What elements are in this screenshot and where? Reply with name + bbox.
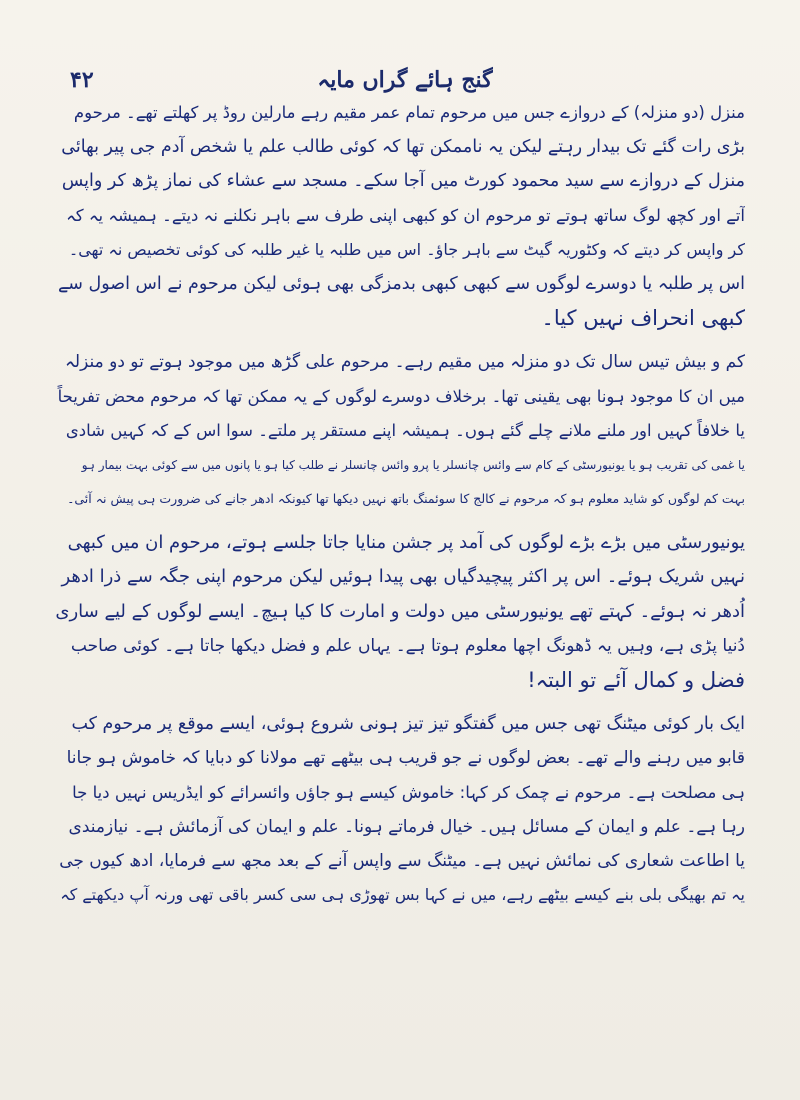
text-line: فضل و کمال آئے تو البتہ! — [527, 668, 745, 692]
paragraph — [55, 96, 745, 335]
page-header — [70, 60, 740, 100]
text-line: اُدھر نہ ہوئے۔ کہتے تھے یونیورسٹی میں دولت و امارت کا کیا ہیچ۔ ایسے لوگوں کے لیے ساری — [55, 600, 745, 622]
page-number: ۴۲ — [70, 67, 94, 93]
text-line: یا غمی کی تقریب ہو یا یونیورسٹی کے کام سے وائس چانسلر یا پرو وائس چانسلر نے طلب کیا ہو یا پانوں میں سے کوئی بہت بیمار ہو — [81, 457, 745, 472]
paragraph — [55, 345, 745, 516]
paragraph — [55, 707, 745, 912]
text-line: آتے اور کچھ لوگ ساتھ ہوتے تو مرحوم ان کو کبھی اپنی طرف سے باہر نکلنے نہ دیتے۔ ہمیشہ یہ کہ — [66, 205, 745, 225]
text-line: یا اطاعت شعاری کی نمائش نہیں ہے۔ میٹنگ سے واپس آنے کے بعد مجھ سے فرمایا، ادھ کیوں جی — [59, 850, 745, 871]
text-line: یا خلافاً کہیں اور ملنے ملانے چلے گئے ہوں۔ ہمیشہ اپنے مستقر پر ملتے۔ سوا اس کے کہ کہیں شادی — [65, 420, 745, 440]
text-line: منزل (دو منزلہ) کے دروازے جس میں مرحوم تمام عمر مقیم رہے مارلین روڈ پر کھلتے تھے۔ مرحوم — [73, 103, 745, 122]
text-line: قابو میں رہنے والے تھے۔ بعض لوگوں نے جو قریب ہی بیٹھے تھے مولانا کو دبایا کہ خاموش ہو جانا — [66, 748, 745, 769]
text-line: ایک بار کوئی میٹنگ تھی جس میں گفتگو تیز تیز ہونی شروع ہوئی، ایسے موقع پر مرحوم کب — [71, 714, 745, 735]
paragraph — [55, 526, 745, 697]
text-line: اس پر طلبہ یا دوسرے لوگوں سے کبھی کبھی بدمزگی بھی ہوئی لیکن مرحوم نے اس اصول سے — [58, 273, 745, 294]
text-line: کم و بیش تیس سال تک دو منزلہ میں مقیم رہے۔ مرحوم علی گڑھ میں موجود ہوتے تو دو منزلہ — [64, 352, 745, 373]
text-line: یہ تم بھیگی بلی بنے کیسے بیٹھے رہے، میں نے کہا بس تھوڑی ہی سی کسر باقی تھی ورنہ آپ دیکھتے کہ — [60, 885, 745, 905]
text-line: نہیں شریک ہوئے۔ اس پر اکثر پیچیدگیاں بھی پیدا ہوئیں لیکن مرحوم اپنی جگہ سے ذرا ادھر — [61, 566, 745, 588]
body-text — [55, 96, 745, 922]
text-line: کبھی انحراف نہیں کیا۔ — [541, 306, 745, 331]
text-line: یونیورسٹی میں بڑے بڑے لوگوں کی آمد پر جشن منایا جاتا جلسے ہوتے، مرحوم ان میں کبھی — [67, 532, 745, 554]
text-line: بہت کم لوگوں کو شاید معلوم ہو کہ مرحوم نے کالج کا سوئمنگ باتھ نہیں دیکھا تھا کیونکہ ادھر جانے کی ضرورت ہی پیش نہ آئی۔ — [67, 491, 745, 507]
text-line: دُنیا پڑی ہے، وہیں یہ ڈھونگ اچھا معلوم ہوتا ہے۔ یہاں علم و فضل دیکھا جاتا ہے۔ کوئی صاحب — [70, 635, 745, 656]
text-line: ہی مصلحت ہے۔ مرحوم نے چمک کر کہا: خاموش کیسے ہو جاؤں وائسرائے کو ایڈریس نہیں دیا جا — [72, 782, 745, 802]
text-line: منزل کے دروازے سے سید محمود کورٹ میں آجا سکے۔ مسجد سے عشاء کی نماز پڑھ کر واپس — [61, 171, 745, 192]
text-line: رہا ہے۔ علم و ایمان کے مسائل ہیں۔ خیال فرماتے ہونا۔ علم و ایمان کی آزمائش ہے۔ نیازمندی — [68, 816, 745, 837]
text-line: بڑی رات گئے تک بیدار رہتے لیکن یہ ناممکن تھا کہ کوئی طالب علم یا شخص آدم جی پیر بھائی — [61, 137, 745, 158]
running-title: گنج ہائے گراں مایہ — [317, 67, 493, 93]
text-line: میں ان کا موجود ہونا بھی یقینی تھا۔ برخلاف دوسرے لوگوں کے یہ ممکن تھا کہ مرحوم محض تفریحاً — [57, 386, 745, 406]
text-line: کر واپس کر دیتے کہ وکٹوریہ گیٹ سے باہر جاؤ۔ اس میں طلبہ یا غیر طلبہ کی کوئی تخصیص نہ تھی۔ — [68, 239, 745, 259]
